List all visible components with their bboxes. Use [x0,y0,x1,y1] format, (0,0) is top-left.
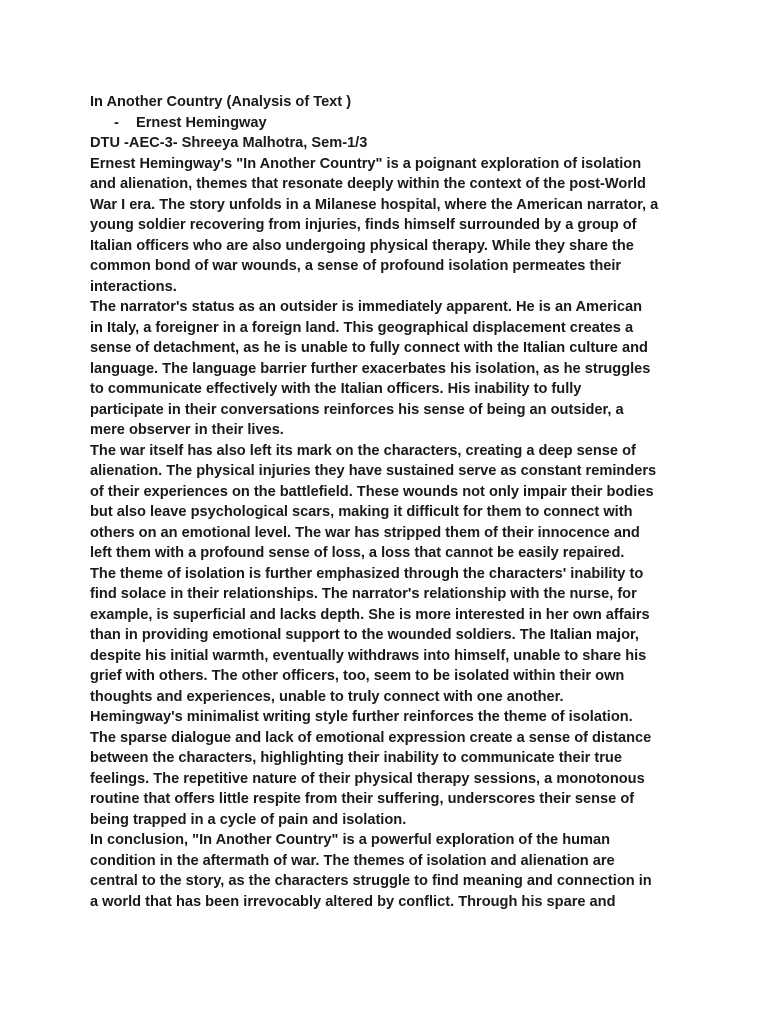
body-text-line: language. The language barrier further exacerbates his isolation, as he struggles [90,360,651,377]
body-text-line: condition in the aftermath of war. The themes of isolation and alienation are [90,852,615,869]
body-text-line: but also leave psychological scars, making it difficult for them to connect with [90,504,633,520]
body-text-line: participate in their conversations reinforces his sense of being an outsider, a [90,401,624,418]
body-text-line: feelings. The repetitive nature of their physical therapy sessions, a monotonous [90,770,645,787]
body-text-line: Hemingway's minimalist writing style further reinforces the theme of isolation. [90,709,633,725]
body-text-line: find solace in their relationships. The narrator's relationship with the nurse, for [90,586,637,602]
body-text-line: sense of detachment, as he is unable to fully connect with the Italian culture and [90,340,648,356]
body-text-line: War I era. The story unfolds in a Milanese hospital, where the American narrator, a [90,196,659,213]
body-text-line: left them with a profound sense of loss, a loss that cannot be easily repaired. [90,545,625,561]
body-text-line: others on an emotional level. The war has stripped them of their innocence and [90,524,640,541]
body-text-line: The narrator's status as an outsider is immediately apparent. He is an American [90,299,643,315]
body-text-line: mere observer in their lives. [90,422,284,438]
author-dash: - [114,114,119,131]
body-text-line: common bond of war wounds, a sense of profound isolation permeates their [90,258,622,274]
body-text-line: alienation. The physical injuries they have sustained serve as constant reminders [90,463,657,479]
document-page [90,92,690,912]
body-text-line: of their experiences on the battlefield. These wounds not only impair their bodies [90,483,654,500]
document-title: In Another Country (Analysis of Text ) [90,94,352,110]
body-text-line: routine that offers little respite from their suffering, underscores their sense of [90,791,635,807]
body-text-line: The theme of isolation is further emphasized through the characters' inability to [90,565,644,582]
body-text-line: than in providing emotional support to the wounded soldiers. The Italian major, [90,627,639,643]
body-text-line: being trapped in a cycle of pain and isolation. [90,811,407,828]
body-text-line: In conclusion, "In Another Country" is a powerful exploration of the human [90,832,611,848]
body-text-line: and alienation, themes that resonate deeply within the context of the post-World [90,176,646,192]
body-text-line: Ernest Hemingway's "In Another Country" is a poignant exploration of isolation [90,155,642,172]
body-text-line: a world that has been irrevocably altered by conflict. Through his spare and [90,893,616,910]
body-text-line: The war itself has also left its mark on the characters, creating a deep sense of [90,442,636,459]
body-text-line: Italian officers who are also undergoing physical therapy. While they share the [90,237,634,254]
body-text-line: in Italy, a foreigner in a foreign land. This geographical displacement creates a [90,319,634,336]
body-text-line: to communicate effectively with the Italian officers. His inability to fully [90,381,582,397]
body-text-line: thoughts and experiences, unable to truly connect with one another. [90,688,564,705]
author-name: Ernest Hemingway [136,114,267,131]
body-text-line: example, is superficial and lacks depth. She is more interested in her own affairs [90,606,650,623]
body-text-line: central to the story, as the characters struggle to find meaning and connection in [90,873,652,889]
body-text-line: The sparse dialogue and lack of emotional expression create a sense of distance [90,729,652,746]
body-text-line: grief with others. The other officers, too, seem to be isolated within their own [90,668,625,684]
document-body [90,154,690,913]
course-line: DTU -AEC-3- Shreeya Malhotra, Sem-1/3 [90,135,368,151]
body-text-line: between the characters, highlighting their inability to communicate their true [90,750,622,766]
body-text-line: young soldier recovering from injuries, finds himself surrounded by a group of [90,217,637,233]
author-line [90,113,690,134]
body-text-line: despite his initial warmth, eventually withdraws into himself, unable to share his [90,647,647,664]
body-text-line: interactions. [90,278,177,295]
